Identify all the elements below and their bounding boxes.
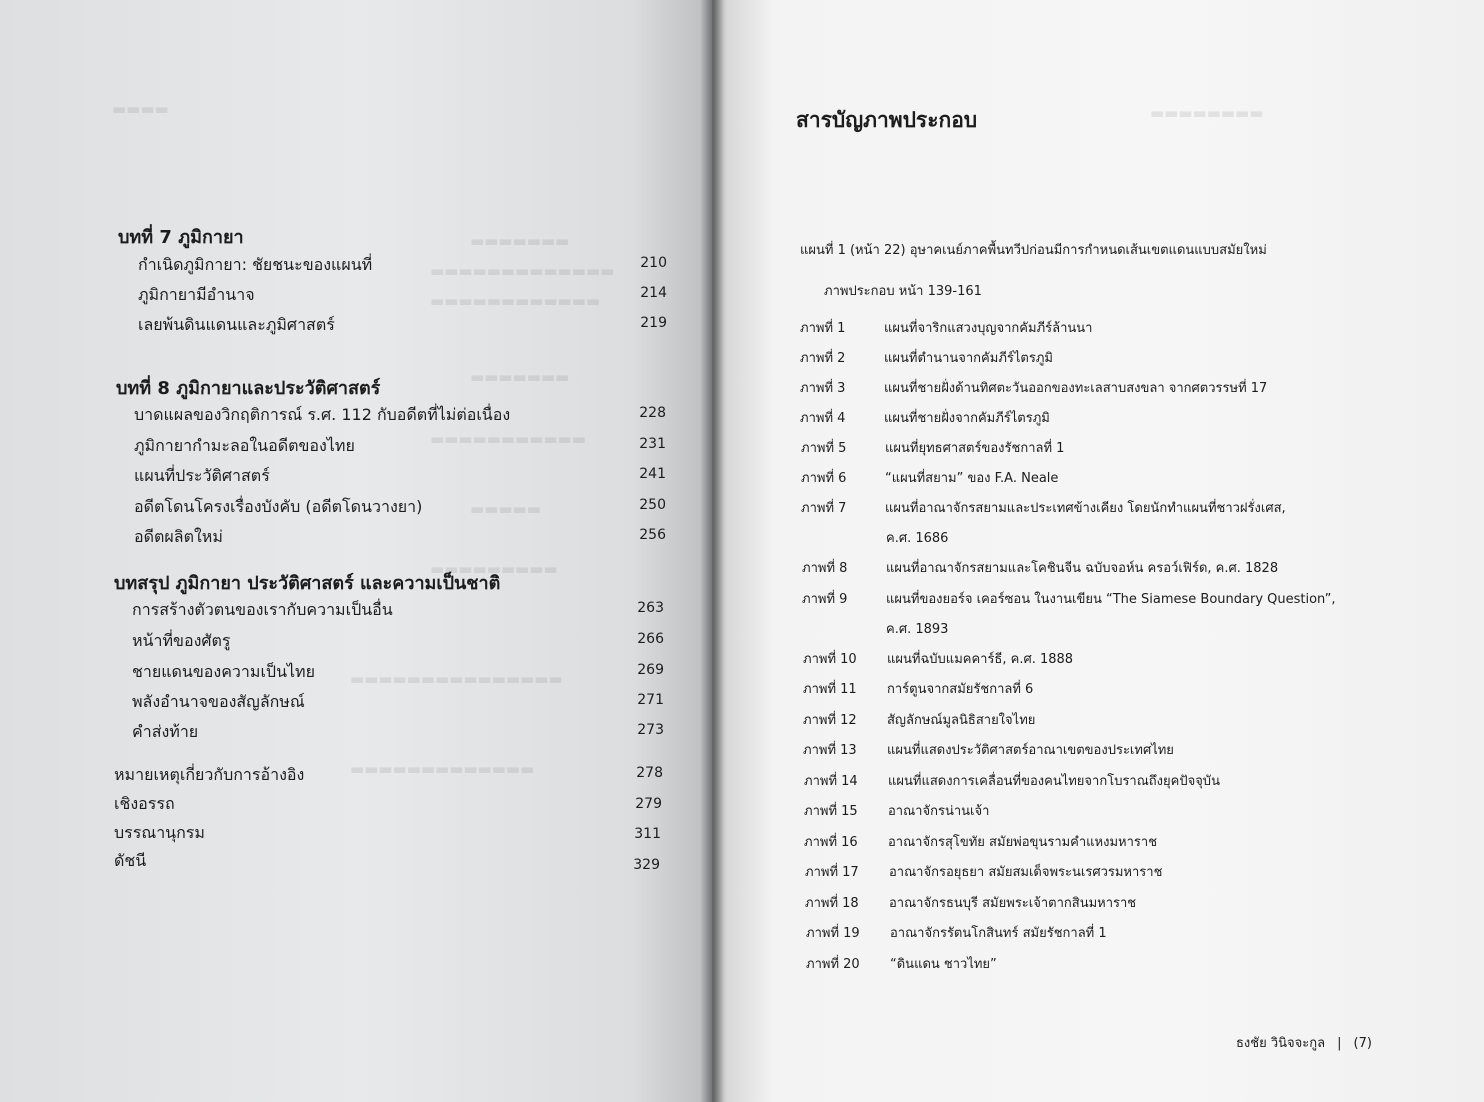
toc-entry: เลยพ้นดินแดนและภูมิศาสตร์	[138, 315, 335, 334]
figure-entry	[802, 557, 1278, 578]
figure-label: ภาพที่ 4	[800, 411, 846, 426]
toc-page-number: 311	[634, 826, 661, 842]
figure-entry	[804, 800, 989, 821]
toc-page-number: 266	[637, 631, 664, 647]
toc-entry: แผนที่ประวัติศาสตร์	[134, 466, 270, 485]
figure-text: แผนที่อาณาจักรสยามและประเทศข้างเคียง โดยนักทำแผนที่ชาวฝรั่งเศส,	[885, 501, 1286, 516]
toc-page-number: 214	[640, 285, 667, 301]
left-page	[0, 0, 718, 1102]
figure-label: ภาพที่ 11	[803, 682, 857, 697]
toc-page-number: 329	[633, 857, 660, 873]
toc-page-number: 271	[637, 692, 664, 708]
toc-end-entry: เชิงอรรถ	[114, 794, 175, 813]
figure-label: ภาพที่ 13	[803, 743, 857, 758]
figure-label: ภาพที่ 15	[804, 804, 858, 819]
toc-entry: ภูมิกายากำมะลอในอดีตของไทย	[134, 436, 355, 455]
figure-text: แผนที่แสดงประวัติศาสตร์อาณาเขตของประเทศไทย	[887, 743, 1174, 758]
figure-entry	[800, 407, 1050, 428]
figure-label: ภาพที่ 6	[801, 471, 847, 486]
toc-entry: หน้าที่ของศัตรู	[132, 631, 231, 650]
toc-entry: พลังอำนาจของสัญลักษณ์	[132, 692, 305, 711]
figure-entry	[805, 861, 1162, 882]
toc-page-number: 228	[639, 405, 666, 421]
toc-entry: คำส่งท้าย	[132, 722, 199, 741]
figure-label: ภาพที่ 9	[802, 592, 848, 607]
figure-label: ภาพที่ 7	[801, 501, 847, 516]
figure-entry	[801, 467, 1058, 488]
toc-page-number: 250	[639, 497, 666, 513]
figure-text: แผนที่ชายฝั่งจากคัมภีร์ไตรภูมิ	[884, 411, 1050, 426]
toc-page-number: 269	[637, 662, 664, 678]
chapter-7-heading: บทที่ 7 ภูมิกายา	[118, 227, 244, 248]
toc-entry: อดีตโดนโครงเรื่องบังคับ (อดีตโดนวางยา)	[134, 497, 423, 516]
figure-text: “ดินแดน ชาวไทย”	[890, 957, 997, 972]
figure-entry	[806, 922, 1107, 943]
figure-label: ภาพที่ 16	[804, 835, 858, 850]
figure-text: แผนที่จาริกแสวงบุญจากคัมภีร์ล้านนา	[884, 321, 1093, 336]
conclusion-heading: บทสรุป ภูมิกายา ประวัติศาสตร์ และความเป็นชาติ	[114, 573, 501, 594]
figure-text: แผนที่ฉบับแมคคาร์ธี, ค.ศ. 1888	[887, 652, 1074, 667]
figure-text: อาณาจักรธนบุรี สมัยพระเจ้าตากสินมหาราช	[889, 896, 1137, 911]
map-entry	[800, 239, 1267, 260]
toc-page-number: 219	[640, 315, 667, 331]
figure-text: แผนที่ชายฝั่งด้านทิศตะวันออกของทะเลสาบสงขลา จากศตวรรษที่ 17	[884, 381, 1268, 396]
figure-label: ภาพที่ 3	[800, 381, 846, 396]
toc-page-number: 273	[637, 722, 664, 738]
book-spine	[700, 0, 724, 1102]
figure-label: ภาพที่ 18	[805, 896, 859, 911]
toc-page-number: 210	[640, 255, 667, 271]
figure-text: อาณาจักรรัตนโกสินทร์ สมัยรัชกาลที่ 1	[890, 926, 1107, 941]
figure-entry	[804, 831, 1157, 852]
figure-text: อาณาจักรน่านเจ้า	[888, 804, 990, 819]
toc-entry: การสร้างตัวตนของเรากับความเป็นอื่น	[132, 600, 393, 619]
figure-entry	[803, 709, 1035, 730]
figure-entry	[800, 317, 1092, 338]
figure-text: อาณาจักรสุโขทัย สมัยพ่อขุนรามคำแหงมหาราช	[888, 835, 1158, 850]
toc-page-number: 256	[639, 527, 666, 543]
figure-label: ภาพที่ 10	[803, 652, 857, 667]
figure-entry	[800, 347, 1053, 368]
figure-label: ภาพที่ 2	[800, 351, 846, 366]
figure-label: ภาพที่ 1	[800, 321, 846, 336]
figure-text: ค.ศ. 1893	[886, 622, 949, 637]
figure-entry	[803, 648, 1073, 669]
page-footer	[1236, 1032, 1372, 1053]
figure-text: อาณาจักรอยุธยา สมัยสมเด็จพระนเรศวรมหาราช	[889, 865, 1163, 880]
page-number: (7)	[1353, 1036, 1372, 1051]
toc-page-number: 279	[635, 796, 662, 812]
toc-end-entry: หมายเหตุเกี่ยวกับการอ้างอิง	[114, 765, 305, 784]
figure-label: ภาพที่ 20	[806, 957, 860, 972]
figure-entry	[802, 588, 1335, 609]
figure-entry	[803, 678, 1033, 699]
figure-label: ภาพที่ 17	[805, 865, 859, 880]
figure-label: ภาพที่ 5	[801, 441, 847, 456]
figure-text: สัญลักษณ์มูลนิธิสายใจไทย	[887, 713, 1036, 728]
toc-entry: บาดแผลของวิกฤติการณ์ ร.ศ. 112 กับอดีตที่ไม่ต่อเนื่อง	[134, 405, 511, 424]
figure-text: แผนที่แสดงการเคลื่อนที่ของคนไทยจากโบราณถึงยุคปัจจุบัน	[888, 774, 1220, 789]
toc-page-number: 241	[639, 466, 666, 482]
figure-entry	[802, 618, 948, 639]
toc-page-number: 263	[637, 600, 664, 616]
author-name: ธงชัย วินิจจะกูล	[1236, 1036, 1326, 1051]
figure-label: ภาพที่ 19	[806, 926, 860, 941]
toc-entry: กำเนิดภูมิกายา: ชัยชนะของแผนที่	[138, 255, 373, 274]
plates-range: ภาพประกอบ หน้า 139-161	[824, 284, 982, 299]
figure-label: ภาพที่ 12	[803, 713, 857, 728]
toc-page-number: 278	[636, 765, 663, 781]
figure-text: แผนที่ตำนานจากคัมภีร์ไตรภูมิ	[884, 351, 1053, 366]
footer-divider: |	[1337, 1036, 1342, 1051]
toc-entry: ภูมิกายามีอำนาจ	[138, 285, 255, 304]
figure-text: การ์ตูนจากสมัยรัชกาลที่ 6	[887, 682, 1034, 697]
chapter-8-heading: บทที่ 8 ภูมิกายาและประวัติศาสตร์	[116, 378, 381, 399]
figure-entry	[800, 377, 1267, 398]
figure-text: แผนที่อาณาจักรสยามและโคชินจีน ฉบับจอห์น ครอว์เฟิร์ด, ค.ศ. 1828	[886, 561, 1279, 576]
figure-entry	[801, 497, 1286, 518]
figure-text: แผนที่ของยอร์จ เคอร์ซอน ในงานเขียน “The Siamese Boundary Question”,	[886, 592, 1336, 607]
map-text: อุษาคเนย์ภาคพื้นทวีปก่อนมีการกำหนดเส้นเขตแดนแบบสมัยใหม่	[909, 243, 1267, 258]
figure-text: “แผนที่สยาม” ของ F.A. Neale	[885, 471, 1059, 486]
toc-entry: ชายแดนของความเป็นไทย	[132, 662, 315, 681]
figure-text: ค.ศ. 1686	[886, 531, 949, 546]
toc-entry: อดีตผลิตใหม่	[134, 527, 223, 546]
figure-label: ภาพที่ 8	[802, 561, 848, 576]
figure-text: แผนที่ยุทธศาสตร์ของรัชกาลที่ 1	[885, 441, 1065, 456]
figure-entry	[805, 892, 1136, 913]
toc-end-entry: ดัชนี	[114, 851, 147, 870]
toc-page-number: 231	[639, 436, 666, 452]
page-title: สารบัญภาพประกอบ	[796, 108, 978, 132]
map-label: แผนที่ 1 (หน้า 22)	[800, 243, 906, 258]
figure-entry	[801, 437, 1064, 458]
figure-label: ภาพที่ 14	[804, 774, 858, 789]
figure-entry	[803, 739, 1174, 760]
toc-end-entry: บรรณานุกรม	[114, 823, 205, 842]
figure-entry	[802, 527, 948, 548]
figure-entry	[804, 770, 1220, 791]
figure-entry	[806, 953, 997, 974]
